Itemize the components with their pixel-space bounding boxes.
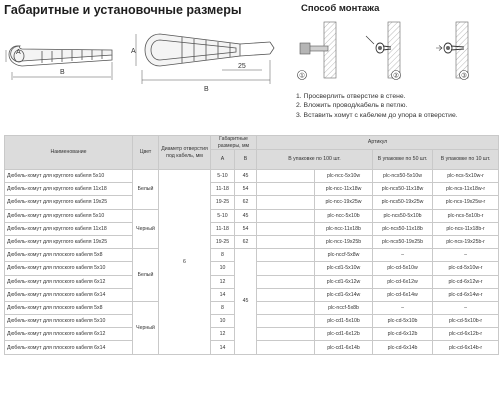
mount-step-3	[436, 22, 469, 80]
row-article-10: plc-ncs-19x25w-r	[433, 196, 499, 209]
row-spacer	[257, 275, 315, 288]
row-article-100: plc-cd1-5x10b	[315, 315, 373, 328]
row-article-10: plc-cd-6x12b-r	[433, 328, 499, 341]
svg-text:③: ③	[461, 72, 467, 80]
mounting-diagram	[296, 16, 500, 88]
row-name: Дюбель-хомут для плоского кабеля 5х10	[5, 315, 133, 328]
header-pack100: В упаковке по 100 шт.	[257, 150, 373, 170]
row-dim-a: 14	[211, 288, 235, 301]
svg-text:②: ②	[393, 72, 399, 80]
row-name: Дюбель-хомут для плоского кабеля 6х14	[5, 341, 133, 354]
row-name: Дюбель-хомут для круглого кабеля 19х25	[5, 235, 133, 248]
row-spacer	[257, 235, 315, 248]
row-dim-a: 14	[211, 341, 235, 354]
row-article-50: plc-cd-5x10w	[373, 262, 433, 275]
row-article-100: plc-ncc-5x10b	[315, 209, 373, 222]
row-article-100: plc-ncc-5x10w	[315, 170, 373, 183]
table-row	[5, 209, 499, 222]
row-name: Дюбель-хомут для круглого кабеля 11х18	[5, 222, 133, 235]
row-spacer	[257, 341, 315, 354]
header-dims: Габаритные размеры, мм	[211, 136, 257, 150]
row-article-50: plc-cd-6x12w	[373, 275, 433, 288]
row-name: Дюбель-хомут для плоского кабеля 5х8	[5, 301, 133, 314]
row-spacer	[257, 170, 315, 183]
table-row	[5, 170, 499, 183]
spec-table-body	[5, 170, 499, 355]
row-dim-a: 11-18	[211, 222, 235, 235]
drawing2-label-b: B	[204, 86, 209, 93]
row-article-10: plc-cd-6x14w-r	[433, 288, 499, 301]
row-article-50: plc-cd-5x10b	[373, 315, 433, 328]
row-dim-a: 10	[211, 315, 235, 328]
header-article: Артикул	[257, 136, 499, 150]
row-article-10: plc-cd-6x14b-r	[433, 341, 499, 354]
row-article-10: plc-cd-5x10b-r	[433, 315, 499, 328]
round-clip-drawing	[2, 22, 128, 94]
row-color: Белый	[133, 249, 159, 302]
row-name: Дюбель-хомут для плоского кабеля 5х8	[5, 249, 133, 262]
row-name: Дюбель-хомут для плоского кабеля 5х10	[5, 262, 133, 275]
row-article-100: plc-ncc-19x25b	[315, 235, 373, 248]
row-dim-a: 10	[211, 262, 235, 275]
header-pack10: В упаковке по 10 шт.	[433, 150, 499, 170]
row-article-50: –	[373, 301, 433, 314]
table-row	[5, 222, 499, 235]
row-article-10: –	[433, 301, 499, 314]
row-article-10: plc-ncs-11x18w-r	[433, 183, 499, 196]
row-diameter: 6	[159, 170, 211, 355]
row-article-10: –	[433, 249, 499, 262]
row-color: Белый	[133, 170, 159, 210]
row-spacer	[257, 328, 315, 341]
row-article-100: plc-ncc-11x18b	[315, 222, 373, 235]
row-article-50: plc-cd-6x14w	[373, 288, 433, 301]
row-name: Дюбель-хомут для круглого кабеля 5х10	[5, 170, 133, 183]
row-article-10: plc-cd-6x12w-r	[433, 275, 499, 288]
row-color: Черный	[133, 301, 159, 354]
row-dim-b: 45	[235, 170, 257, 183]
drawing1-label-a: A	[16, 49, 21, 56]
row-article-50: plc-ncs50-19x25w	[373, 196, 433, 209]
row-article-10: plc-cd-5x10w-r	[433, 262, 499, 275]
row-article-50: plc-ncs50-11x18b	[373, 222, 433, 235]
drawing1-label-b: B	[60, 69, 65, 76]
table-row	[5, 249, 499, 262]
row-dim-a: 5-10	[211, 209, 235, 222]
row-name: Дюбель-хомут для круглого кабеля 11х18	[5, 183, 133, 196]
row-dim-a: 12	[211, 275, 235, 288]
row-article-50: plc-ncs50-5x10b	[373, 209, 433, 222]
row-article-100: plc-cd1-6x12b	[315, 328, 373, 341]
row-name: Дюбель-хомут для круглого кабеля 19х25	[5, 196, 133, 209]
header-pack50: В упаковке по 50 шт.	[373, 150, 433, 170]
drawing2-label-a: A	[131, 48, 136, 55]
row-spacer	[257, 249, 315, 262]
row-name: Дюбель-хомут для круглого кабеля 5х10	[5, 209, 133, 222]
row-spacer	[257, 183, 315, 196]
row-name: Дюбель-хомут для плоского кабеля 6х12	[5, 275, 133, 288]
row-article-50: –	[373, 249, 433, 262]
dimensions-title: Габаритные и установочные размеры	[4, 3, 242, 17]
header-diameter: Диаметр отверстия под кабель, мм	[159, 136, 211, 170]
mounting-title: Способ монтажа	[301, 3, 380, 14]
row-article-50: plc-cd-6x14b	[373, 341, 433, 354]
row-article-100: plc-nccf-5x8b	[315, 301, 373, 314]
mounting-step: 1. Просверлить отверстие в стене.	[296, 93, 406, 100]
row-article-10: plc-ncs-5x10w-r	[433, 170, 499, 183]
row-article-10: plc-ncs-11x18b-r	[433, 222, 499, 235]
mounting-steps	[296, 92, 500, 120]
header-dim-b: B	[235, 150, 257, 170]
table-row	[5, 235, 499, 248]
row-dim-a: 19-25	[211, 235, 235, 248]
row-dim-b: 62	[235, 196, 257, 209]
row-article-50: plc-ncs50-5x10w	[373, 170, 433, 183]
row-spacer	[257, 196, 315, 209]
row-dim-a: 8	[211, 249, 235, 262]
row-article-100: plc-cd1-6x14w	[315, 288, 373, 301]
row-spacer	[257, 262, 315, 275]
row-article-100: plc-ncc-19x25w	[315, 196, 373, 209]
row-dim-a: 19-25	[211, 196, 235, 209]
mounting-step: 3. Вставить хомут с кабелем до упора в отверстие.	[296, 111, 458, 119]
row-dim-b: 54	[235, 222, 257, 235]
row-color: Черный	[133, 209, 159, 249]
row-article-50: plc-cd-6x12b	[373, 328, 433, 341]
row-name: Дюбель-хомут для плоского кабеля 6х14	[5, 288, 133, 301]
row-article-10: plc-ncs-5x10b-r	[433, 209, 499, 222]
spec-table	[4, 135, 499, 355]
row-spacer	[257, 288, 315, 301]
header-dim-a: A	[211, 150, 235, 170]
row-dim-a: 12	[211, 328, 235, 341]
row-article-100: plc-nccf-5x8w	[315, 249, 373, 262]
svg-text:①: ①	[299, 72, 305, 80]
row-article-50: plc-ncs50-19x25b	[373, 235, 433, 248]
table-row	[5, 196, 499, 209]
row-spacer	[257, 222, 315, 235]
row-article-100: plc-cd1-6x12w	[315, 275, 373, 288]
row-dim-a: 5-10	[211, 170, 235, 183]
row-name: Дюбель-хомут для плоского кабеля 6х12	[5, 328, 133, 341]
mount-step-1	[298, 22, 337, 80]
drawing2-label-25: 25	[238, 63, 246, 70]
flat-clip-drawing	[130, 20, 280, 96]
row-spacer	[257, 315, 315, 328]
mount-step-2	[366, 22, 401, 80]
row-dim-b: 45	[235, 209, 257, 222]
mounting-step: 2. Вложить провод/кабель в петлю.	[296, 102, 408, 110]
row-dim-b: 45	[235, 249, 257, 355]
row-spacer	[257, 301, 315, 314]
row-dim-b: 62	[235, 235, 257, 248]
row-article-10: plc-ncs-19x25b-r	[433, 235, 499, 248]
row-dim-a: 11-18	[211, 183, 235, 196]
row-article-100: plc-cd1-5x10w	[315, 262, 373, 275]
header-color: Цвет	[133, 136, 159, 170]
row-article-100: plc-ncc-11x18w	[315, 183, 373, 196]
header-name: Наименование	[5, 136, 133, 170]
table-row	[5, 183, 499, 196]
row-dim-a: 8	[211, 301, 235, 314]
row-article-50: plc-ncs50-11x18w	[373, 183, 433, 196]
row-spacer	[257, 209, 315, 222]
row-article-100: plc-cd1-6x14b	[315, 341, 373, 354]
row-dim-b: 54	[235, 183, 257, 196]
